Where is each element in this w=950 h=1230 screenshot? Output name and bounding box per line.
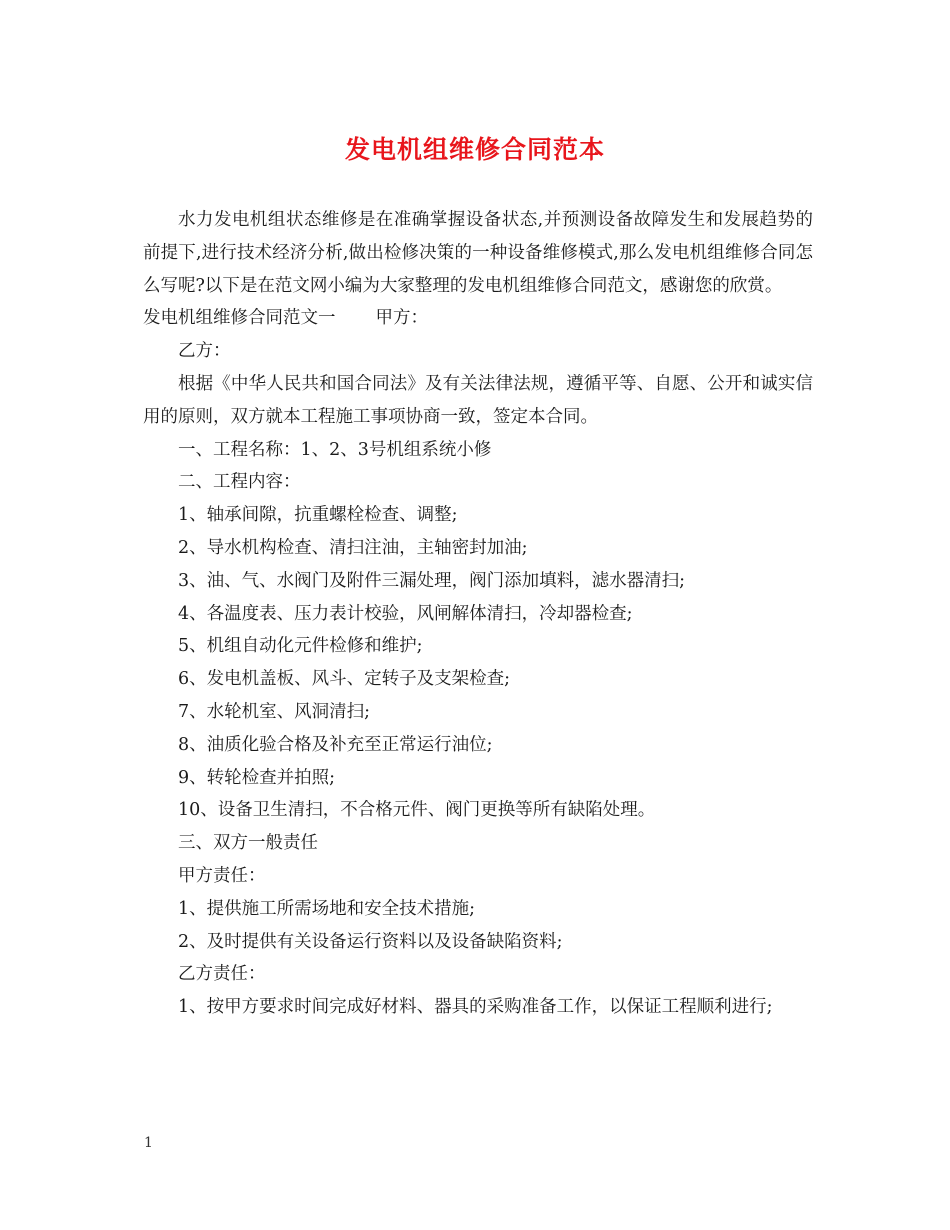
work-item: 7、水轮机室、风洞清扫; [178,701,371,722]
page-number: 1 [144,1135,153,1151]
document-body [143,204,813,1024]
party-a-duty-item: 1、提供施工所需场地和安全技术措施; [178,898,476,919]
work-item: 8、油质化验合格及补充至正常运行油位; [178,734,493,755]
work-item: 5、机组自动化元件检修和维护; [178,636,423,657]
preamble-paragraph: 根据《中华人民共和国合同法》及有关法律法规，遵循平等、自愿、公开和诚实信用的原则，双方就本工程施工事项协商一致，签定本合同。 [143,373,813,427]
section-2-heading: 二、工程内容： [178,472,301,493]
work-item: 1、轴承间隙，抗重螺栓检查、调整; [178,505,458,526]
work-item: 4、各温度表、压力表计校验，风闸解体清扫，冷却器检查; [178,603,633,624]
intro-paragraph: 水力发电机组状态维修是在准确掌握设备状态,并预测设备故障发生和发展趋势的前提下,进行技术经济分析,做出检修决策的一种设备维修模式,那么发电机组维修合同怎么写呢?以下是在范文网小编为大家整理的发电机组维修合同范文，感谢您的欣赏。 [143,210,813,296]
work-item: 3、油、气、水阀门及附件三漏处理，阀门添加填料，滤水器清扫; [178,570,686,591]
sample-heading: 发电机组维修合同范文一 [143,308,336,329]
party-b-label: 乙方： [178,341,231,362]
work-item: 10、设备卫生清扫，不合格元件、阀门更换等所有缺陷处理。 [178,800,656,821]
work-item: 2、导水机构检查、清扫注油，主轴密封加油; [178,537,528,558]
sample-heading-line [143,302,813,335]
party-a-duty-item: 2、及时提供有关设备运行资料以及设备缺陷资料; [178,931,563,952]
party-b-duty-heading: 乙方责任： [178,964,266,985]
work-item: 6、发电机盖板、风斗、定转子及支架检查; [178,669,511,690]
section-3-heading: 三、双方一般责任 [178,833,318,854]
section-1-heading: 一、工程名称：1、2、3号机组系统小修 [178,439,492,460]
work-item: 9、转轮检查并拍照; [178,767,336,788]
document-title: 发电机组维修合同范本 [344,135,605,164]
party-a-label: 甲方： [375,308,428,329]
party-a-duty-heading: 甲方责任： [178,865,266,886]
party-b-duty-item: 1、按甲方要求时间完成好材料、器具的采购准备工作，以保证工程顺利进行; [178,997,773,1018]
